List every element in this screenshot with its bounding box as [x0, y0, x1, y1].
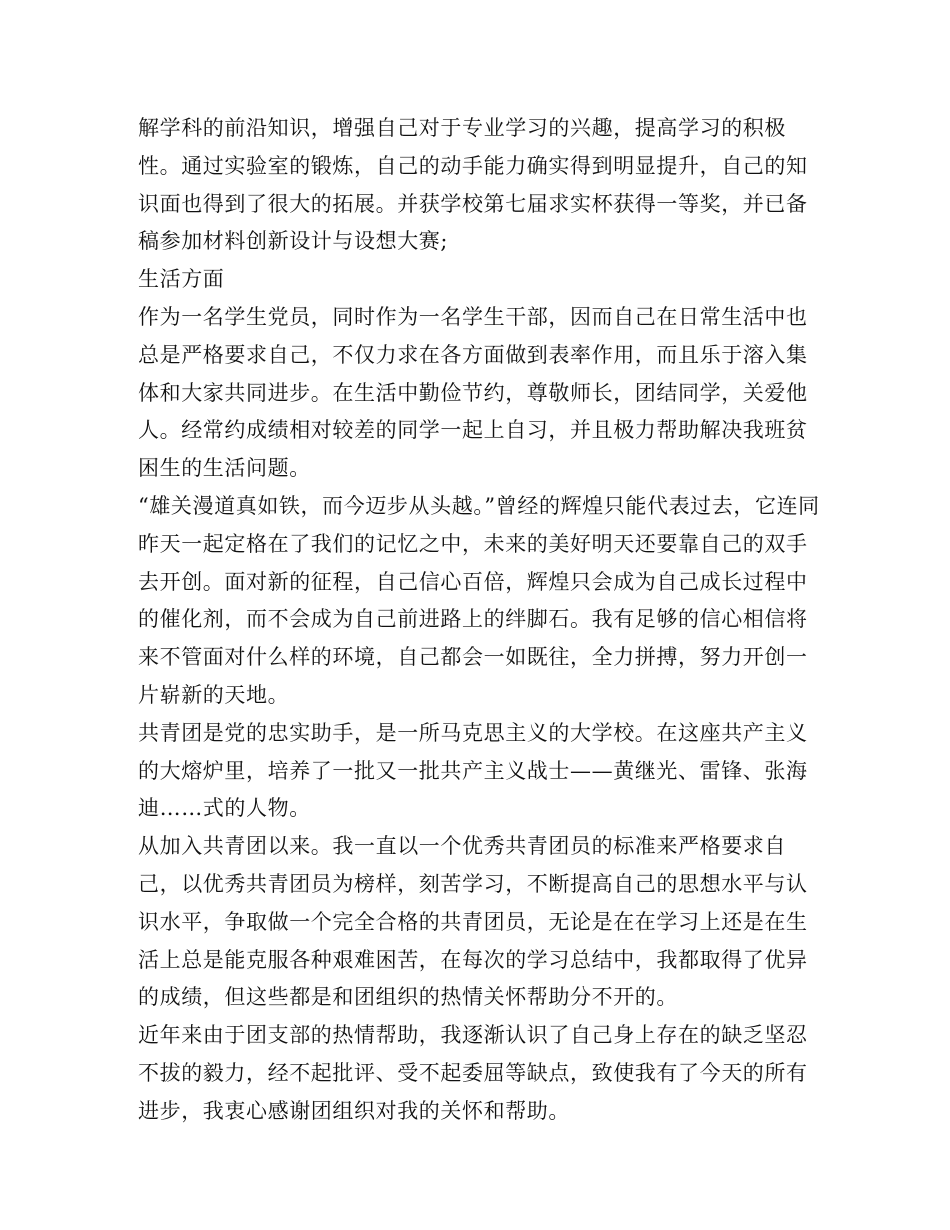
paragraph-quote: “雄关漫道真如铁，而今迈步从头越。”曾经的辉煌只能代表过去，它连同昨天一起定格在了我们的记忆之中，未来的美好明天还要靠自己的双手去开创。面对新的征程，自己信心百倍，辉煌只会成为自己成长过程中的催化剂，而不会成为自己前进路上的绊脚石。我有足够的信心相信将来不管面对什么样的环境，自己都会一如既往，全力拼搏，努力开创一片崭新的天地。: [138, 493, 820, 707]
paragraph-since-joining: 从加入共青团以来。我一直以一个优秀共青团员的标准来严格要求自己，以优秀共青团员为榜样，刻苦学习，不断提高自己的思想水平与认识水平，争取做一个完全合格的共青团员，无论是在在学习上还是在生活上总是能克服各种艰难困苦，在每次的学习总结中，我都取得了优异的成绩，但这些都是和团组织的热情关怀帮助分不开的。: [138, 834, 808, 1010]
paragraph-youth-league: 共青团是党的忠实助手，是一所马克思主义的大学校。在这座共产主义的大熔炉里，培养了一批又一批共产主义战士——黄继光、雷锋、张海迪……式的人物。: [138, 720, 808, 821]
paragraph-life: 作为一名学生党员，同时作为一名学生干部，因而自己在日常生活中也总是严格要求自己，不仅力求在各方面做到表率作用，而且乐于溶入集体和大家共同进步。在生活中勤俭节约，尊敬师长，团结同学，关爱他人。经常约成绩相对较差的同学一起上自习，并且极力帮助解决我班贫困生的生活问题。: [138, 304, 808, 481]
section-heading-life: 生活方面: [138, 267, 225, 292]
paragraph-academic-continuation: 解学科的前沿知识，增强自己对于专业学习的兴趣，提高学习的积极性。通过实验室的锻炼，自己的动手能力确实得到明显提升，自己的知识面也得到了很大的拓展。并获学校第七届求实杯获得一等奖，并已备稿参加材料创新设计与设想大赛;: [138, 116, 808, 254]
document-body: [138, 110, 828, 1131]
paragraph-gratitude: 近年来由于团支部的热情帮助，我逐渐认识了自己身上存在的缺乏坚忍不拔的毅力，经不起批评、受不起委屈等缺点，致使我有了今天的所有进步，我衷心感谢团组织对我的关怀和帮助。: [138, 1023, 808, 1123]
